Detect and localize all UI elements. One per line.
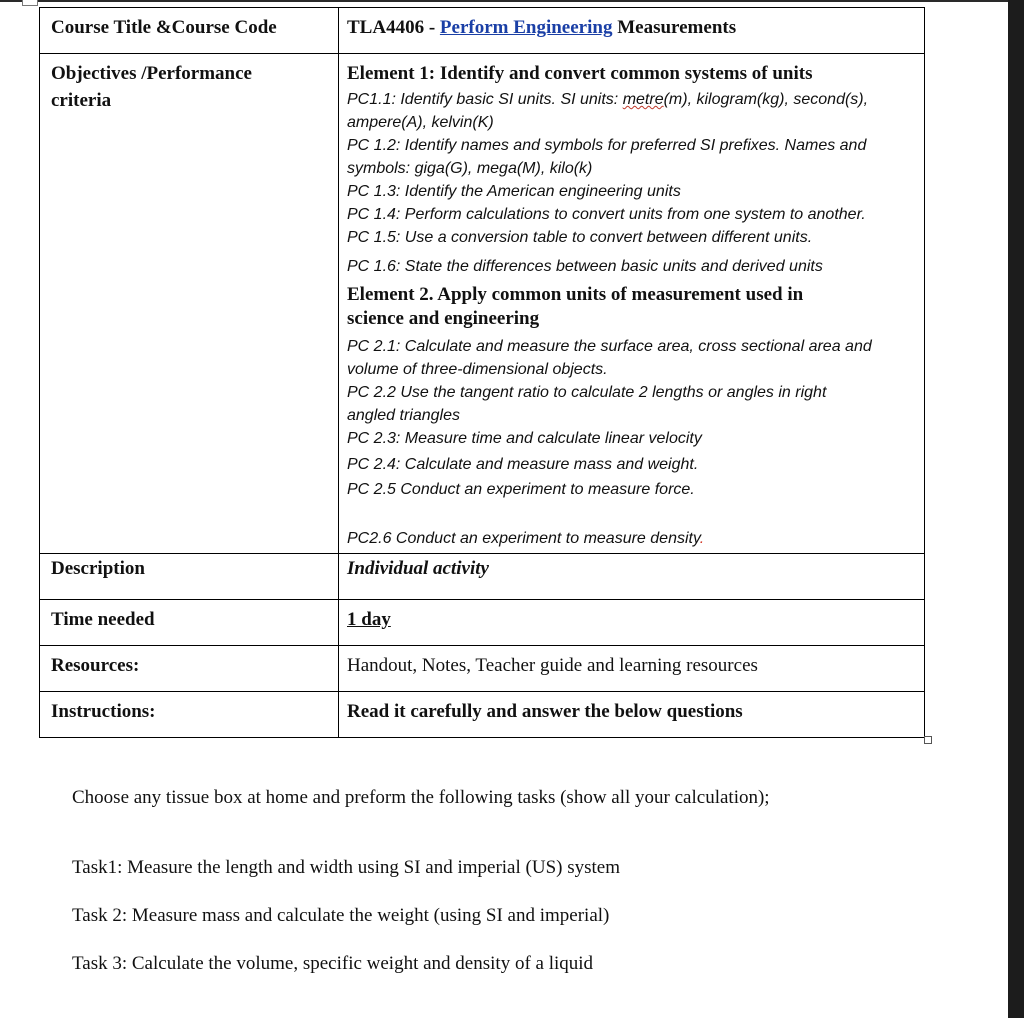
table-row-description — [40, 554, 925, 600]
table-row-instructions — [40, 692, 925, 738]
time-needed-label: Time needed — [40, 600, 339, 646]
table-resize-handle[interactable] — [924, 736, 932, 744]
task-1: Task1: Measure the length and width using SI and imperial (US) system — [72, 857, 620, 878]
table-row-time-needed — [40, 600, 925, 646]
description-label: Description — [40, 554, 339, 600]
pc1-3: PC 1.3: Identify the American engineering units — [347, 183, 681, 200]
page-corner-marker — [22, 0, 38, 6]
instructions-label: Instructions: — [40, 692, 339, 738]
time-needed-value: 1 day — [347, 609, 391, 630]
task-intro: Choose any tissue box at home and preform the following tasks (show all your calculation); — [72, 787, 770, 808]
course-title-link[interactable]: Perform Engineering — [439, 17, 613, 38]
objectives-label-line2: criteria — [51, 90, 112, 111]
spellcheck-flagged-word[interactable]: metre — [622, 91, 664, 108]
pc1-1-line2: ampere(A), kelvin(K) — [347, 114, 494, 131]
pc1-1-prefix: PC1.1: Identify basic SI units. SI units: — [347, 91, 623, 108]
pc1-6: PC 1.6: State the differences between basic units and derived units — [347, 258, 823, 275]
course-info-table — [39, 7, 925, 738]
element2-heading-line2: science and engineering — [347, 308, 540, 329]
element2-heading-line1: Element 2. Apply common units of measurement used in — [347, 284, 804, 305]
task-2: Task 2: Measure mass and calculate the weight (using SI and imperial) — [72, 905, 610, 926]
page-top-edge — [0, 0, 1008, 2]
pc2-6-period: . — [699, 530, 705, 547]
table-row-resources — [40, 646, 925, 692]
pc2-2-line1: PC 2.2 Use the tangent ratio to calculate 2 lengths or angles in right — [347, 384, 827, 401]
course-title-value — [339, 8, 925, 54]
pc2-6-text: PC2.6 Conduct an experiment to measure density — [347, 530, 700, 547]
pc2-2-line2: angled triangles — [347, 407, 460, 424]
course-title-rest: Measurements — [612, 17, 737, 38]
pc1-5: PC 1.5: Use a conversion table to convert between different units. — [347, 229, 813, 246]
course-code: TLA4406 - — [347, 17, 440, 38]
time-needed-cell — [339, 600, 925, 646]
pc1-2-line1: PC 1.2: Identify names and symbols for preferred SI prefixes. Names and — [347, 137, 867, 154]
pc1-1-suffix: (m), kilogram(kg), second(s), — [663, 91, 869, 108]
resources-value: Handout, Notes, Teacher guide and learning resources — [339, 646, 925, 692]
pc1-1 — [347, 88, 916, 111]
instructions-value: Read it carefully and answer the below questions — [339, 692, 925, 738]
pc2-5: PC 2.5 Conduct an experiment to measure force. — [347, 481, 695, 498]
objectives-label-line1: Objectives /Performance — [51, 63, 252, 84]
objectives-content — [339, 54, 925, 554]
description-value: Individual activity — [339, 554, 925, 600]
pc1-2-line2: symbols: giga(G), mega(M), kilo(k) — [347, 160, 593, 177]
pc2-6 — [347, 527, 916, 550]
resources-label: Resources: — [40, 646, 339, 692]
table-row-course-title — [40, 8, 925, 54]
pc1-4: PC 1.4: Perform calculations to convert units from one system to another. — [347, 206, 866, 223]
pc2-1-line2: volume of three-dimensional objects. — [347, 361, 608, 378]
course-title-label: Course Title &Course Code — [40, 8, 339, 54]
objectives-label — [40, 54, 339, 554]
element1-heading: Element 1: Identify and convert common systems of units — [347, 63, 813, 84]
window-right-edge — [1008, 0, 1024, 1018]
table-row-objectives — [40, 54, 925, 554]
pc2-1-line1: PC 2.1: Calculate and measure the surface area, cross sectional area and — [347, 338, 872, 355]
pc2-3: PC 2.3: Measure time and calculate linear velocity — [347, 430, 702, 447]
task-3: Task 3: Calculate the volume, specific weight and density of a liquid — [72, 953, 594, 974]
pc2-4: PC 2.4: Calculate and measure mass and weight. — [347, 456, 699, 473]
